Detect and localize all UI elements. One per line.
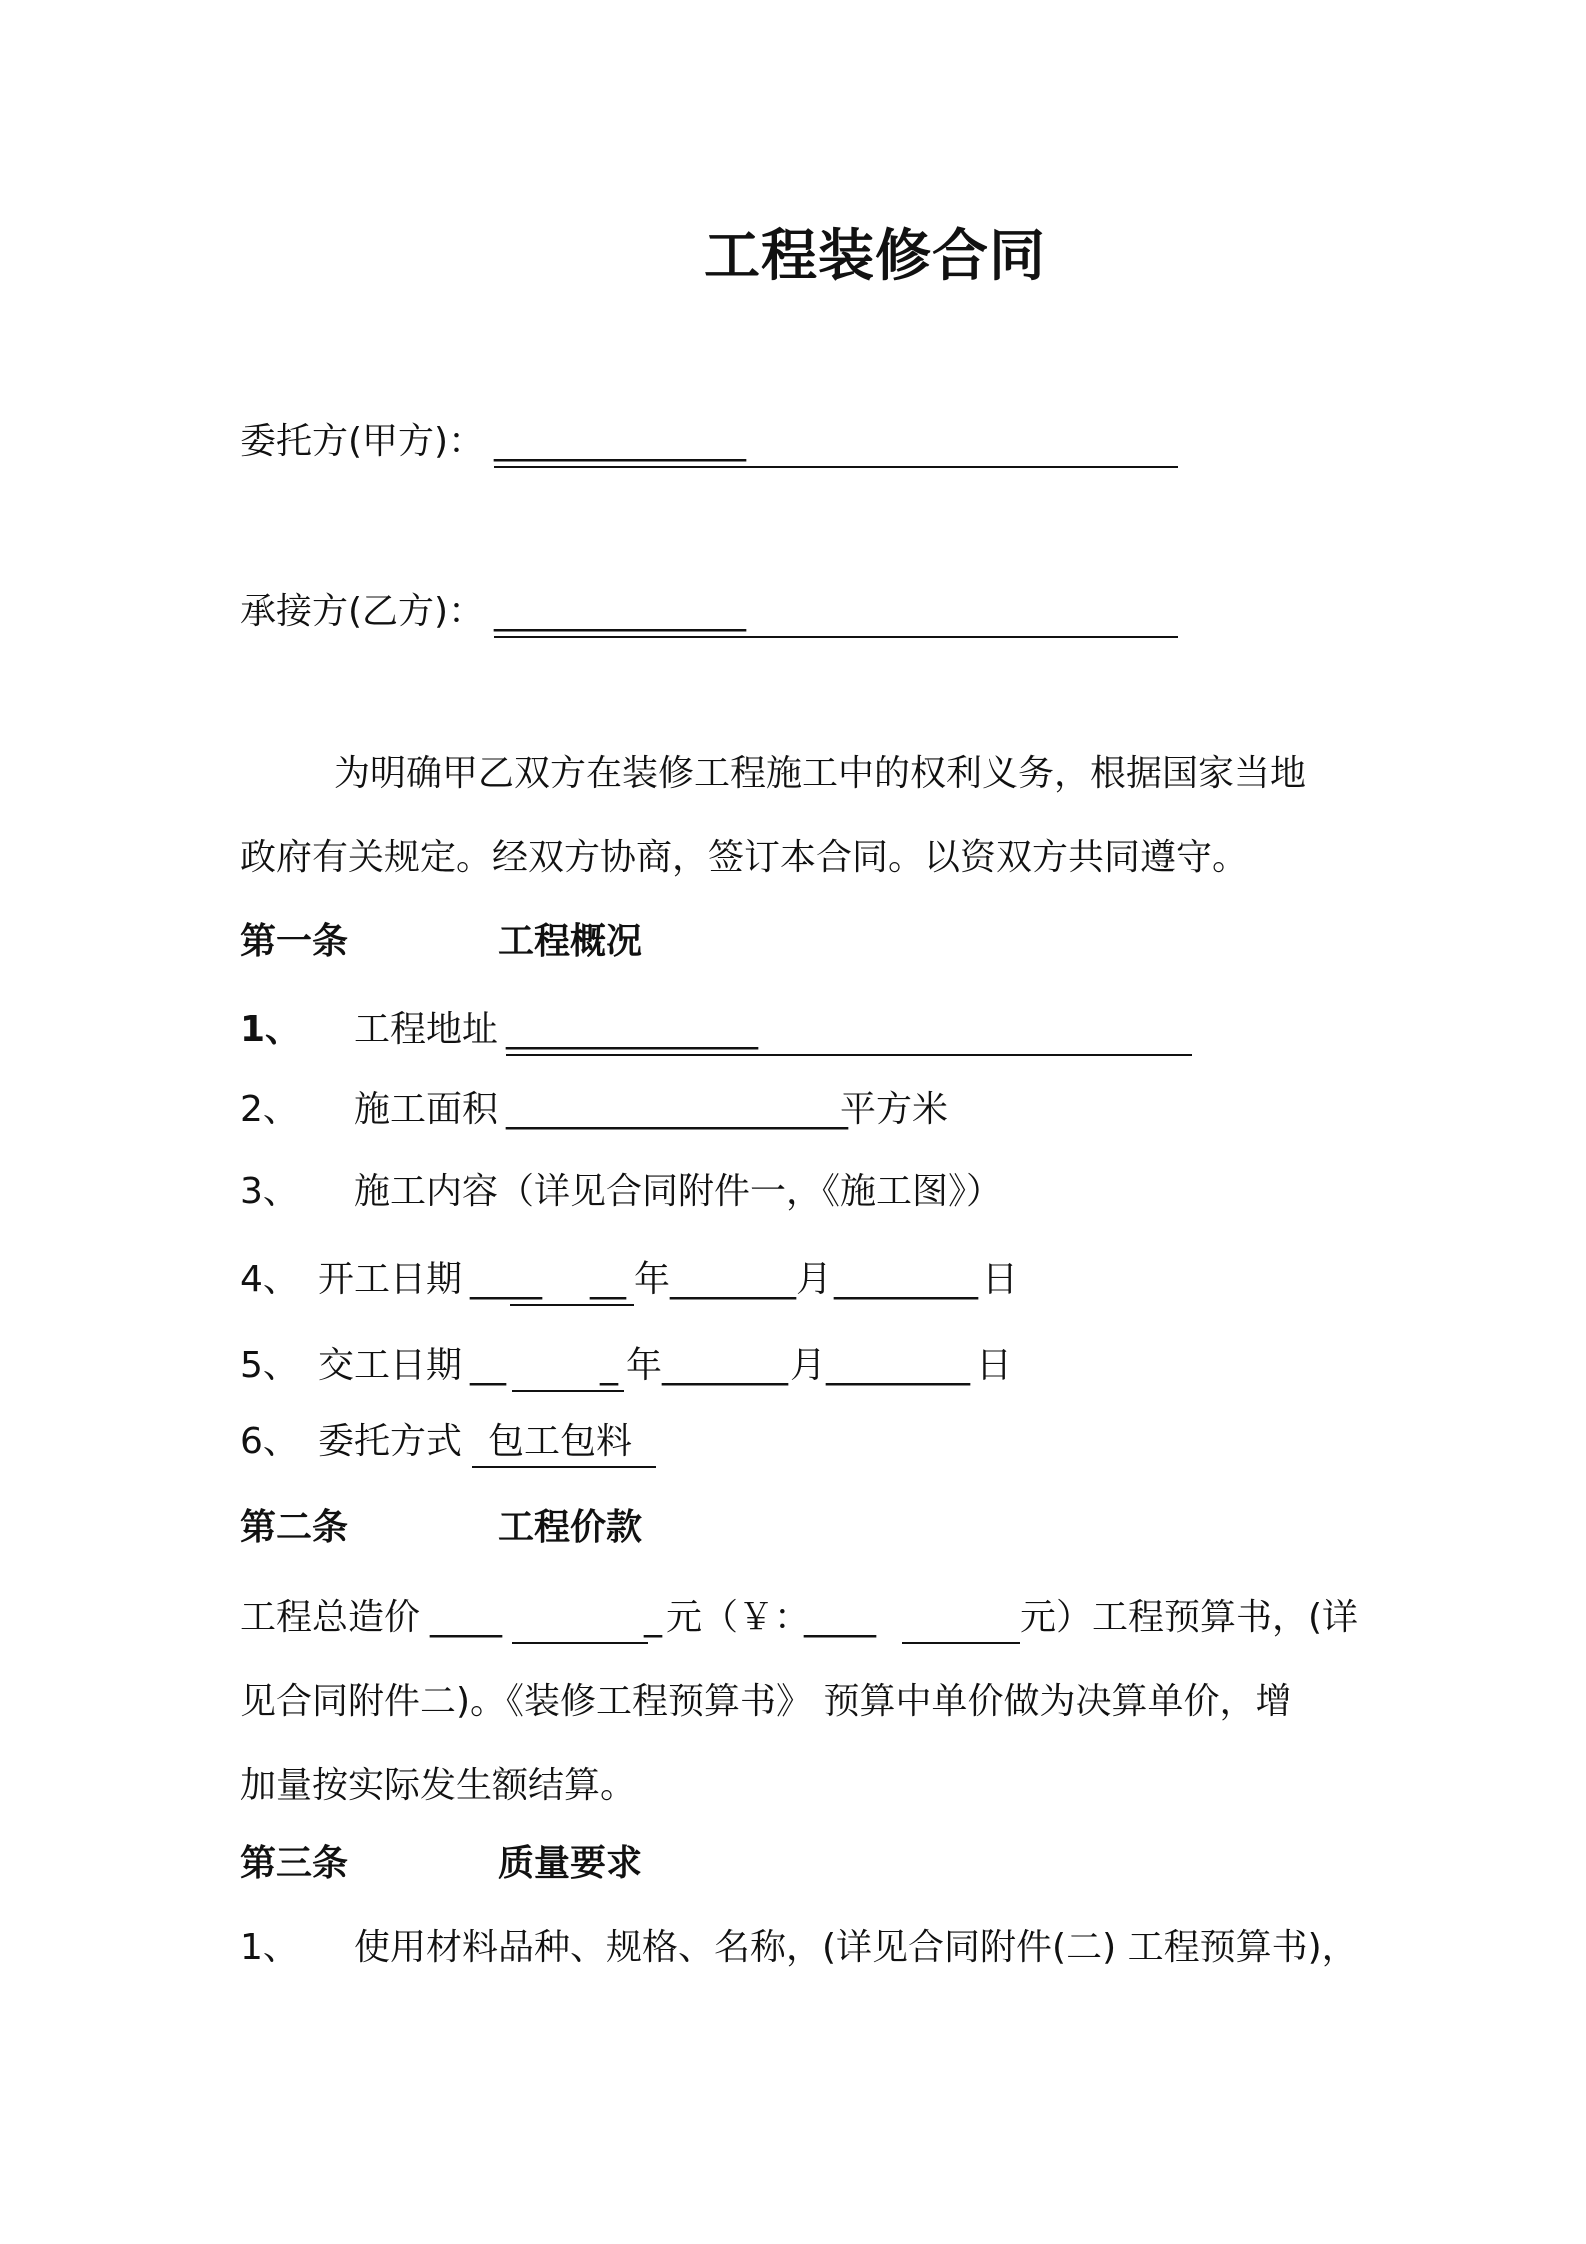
- item-3-text: 施工内容（详见合同附件一，《施工图》）: [354, 1171, 1003, 1212]
- party-b-underline: [494, 636, 1178, 638]
- article-1-number: 第一条: [240, 921, 349, 962]
- item-4-year: 年: [634, 1259, 671, 1300]
- party-b-blank: ______________: [494, 591, 746, 632]
- item-6-underline: [472, 1466, 656, 1468]
- article-2-price-yuan: 元（￥：: [666, 1597, 811, 1638]
- party-b-label: 承接方(乙方)：: [240, 591, 485, 632]
- item-5-month: 月: [790, 1345, 827, 1386]
- item-5-day-blank: ________: [826, 1345, 970, 1386]
- article-3-title: 质量要求: [498, 1843, 643, 1884]
- item-6-number: 6、: [240, 1421, 299, 1462]
- article-2-price-blank: ____: [430, 1597, 502, 1638]
- item-4-year-blank-b: __: [590, 1259, 626, 1300]
- item-4-day-blank: ________: [834, 1259, 978, 1300]
- item-3-number: 3、: [240, 1171, 299, 1212]
- item-4-number: 4、: [240, 1259, 299, 1300]
- item-6-value: 包工包料: [488, 1421, 633, 1462]
- item-4-year-underline: [510, 1304, 634, 1306]
- party-a-label: 委托方(甲方)：: [240, 421, 485, 462]
- article-2-line-2: 见合同附件二)。《装修工程预算书》 预算中单价做为决算单价，增: [240, 1681, 1292, 1722]
- document-title: 工程装修合同: [704, 224, 1046, 289]
- article-2-rmb-underline: [902, 1642, 1020, 1644]
- preamble-line-2: 政府有关规定。经双方协商，签订本合同。以资双方共同遵守。: [240, 837, 1249, 878]
- article-2-number: 第二条: [240, 1507, 349, 1548]
- article-3-item-1-number: 1、: [240, 1927, 299, 1968]
- item-4-year-blank-a: ____: [470, 1259, 542, 1300]
- article-2-price-label: 工程总造价: [240, 1597, 421, 1638]
- item-2-blank: ___________________: [506, 1089, 848, 1130]
- article-2-rmb-blank: ____: [804, 1597, 876, 1638]
- item-5-text: 交工日期: [318, 1345, 463, 1386]
- article-2-line-3: 加量按实际发生额结算。: [240, 1765, 637, 1806]
- item-5-month-blank: _______: [662, 1345, 788, 1386]
- item-2-text: 施工面积: [354, 1089, 499, 1130]
- article-2-price-suffix: 元）工程预算书，(详: [1020, 1597, 1359, 1638]
- item-5-year-blank-b: _: [600, 1345, 618, 1386]
- item-4-month: 月: [796, 1259, 833, 1300]
- item-2-number: 2、: [240, 1089, 299, 1130]
- item-1-blank: ______________: [506, 1009, 758, 1050]
- item-5-day: 日: [976, 1345, 1013, 1386]
- item-1-text: 工程地址: [354, 1009, 499, 1050]
- item-6-text: 委托方式: [318, 1421, 463, 1462]
- item-5-year: 年: [626, 1345, 663, 1386]
- article-3-number: 第三条: [240, 1843, 349, 1884]
- item-5-number: 5、: [240, 1345, 299, 1386]
- item-4-day: 日: [982, 1259, 1019, 1300]
- item-5-year-underline: [512, 1390, 624, 1392]
- preamble-line-1: 为明确甲乙双方在装修工程施工中的权利义务，根据国家当地: [334, 753, 1307, 794]
- article-3-item-1-text: 使用材料品种、规格、名称，(详见合同附件(二) 工程预算书)，: [354, 1927, 1358, 1968]
- article-1-title: 工程概况: [498, 921, 643, 962]
- item-2-unit: 平方米: [840, 1089, 949, 1130]
- party-a-underline: [494, 466, 1178, 468]
- item-1-underline: [506, 1054, 1192, 1056]
- item-1-number: 1、: [240, 1009, 302, 1050]
- item-5-year-blank-a: __: [470, 1345, 506, 1386]
- article-2-price-underline: [512, 1642, 648, 1644]
- party-a-blank: ______________: [494, 421, 746, 462]
- item-4-month-blank: _______: [670, 1259, 796, 1300]
- article-2-price-blank-2: _: [644, 1597, 662, 1638]
- article-2-title: 工程价款: [498, 1507, 643, 1548]
- item-4-text: 开工日期: [318, 1259, 463, 1300]
